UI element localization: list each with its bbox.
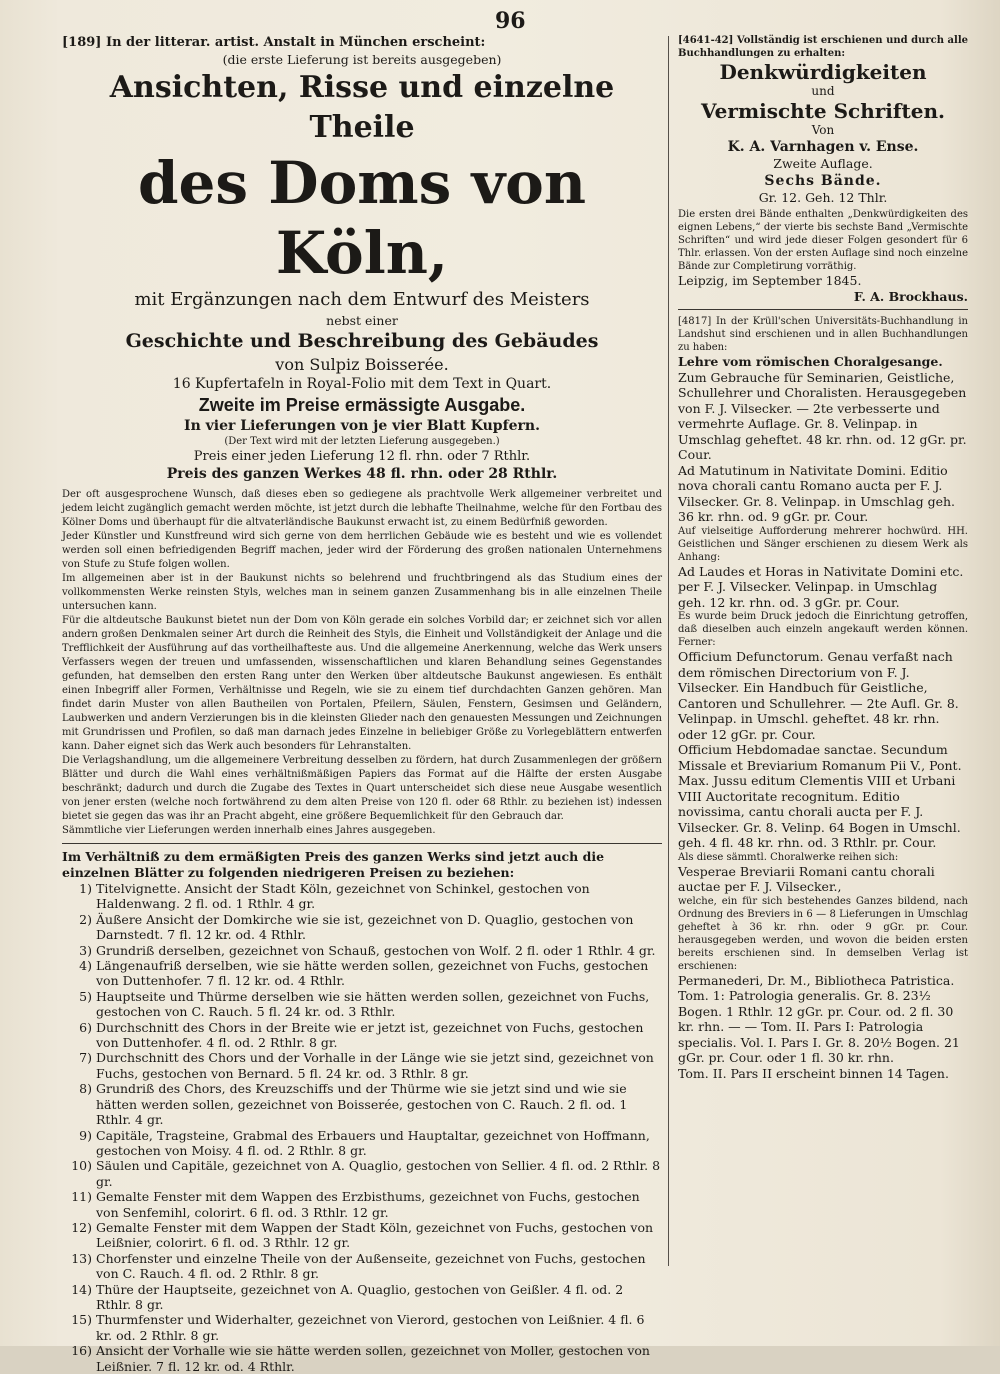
list-item-number: 4) bbox=[79, 958, 92, 974]
list-item-number: 9) bbox=[79, 1127, 92, 1143]
ad1-von: Von bbox=[811, 123, 835, 137]
list-item-text: Durchschnitt des Chors und der Vorhalle in der Länge wie sie jetzt sind, gezeichnet von Fuchs, gestochen von Bernard. 5 fl. 24 kr. od. 3 Rthlr. 8 gr. bbox=[96, 1050, 654, 1081]
ad2-paragraph: Officium Defunctorum. Genau verfaßt nach dem römischen Directorium von F. J. Vilsecker. Ein Handbuch für Geistliche, Cantoren und Schullehrer. — 2te Aufl. Gr. 8. Velinpap. in Umschl. geheftet. 48 kr. rhn. oder 12 gGr. pr. Cour. bbox=[678, 649, 959, 742]
subtitle: mit Ergänzungen nach dem Entwurf des Meisters bbox=[134, 289, 590, 310]
list-item-text: Längenaufriß derselben, wie sie hätte werden sollen, gezeichnet von Fuchs, gestochen von Duttenhofer. 7 fl. 12 kr. od. 4 Rthlr. bbox=[96, 958, 649, 989]
ad2-paragraph: Officium Hebdomadae sanctae. Secundum Missale et Breviarium Romanum Pii V., Pont. Max. Jussu editum Clementis VIII et Urbani VIII Auctoritate recognitum. Editio novissima, cantu chorali aucta per F. J. Vilsecker. Gr. 8. Velinp. 64 Bogen in Umschl. geh. 4 fl. 48 kr. rhn. od. 3 Rthlr. pr. Cour. bbox=[678, 742, 962, 850]
ad2-paragraph: [4817] In der Krüll'schen Universitäts-Buchhandlung in Landshut sind erschienen und in allen Buchhandlungen zu haben: bbox=[678, 316, 968, 353]
title-2: des Doms von Köln, bbox=[137, 149, 587, 287]
page-number: 96 bbox=[495, 8, 526, 34]
list-item-number: 16) bbox=[71, 1343, 92, 1359]
ad2-block bbox=[678, 315, 968, 1081]
ad2-paragraph: Permanederi, Dr. M., Bibliotheca Patristica. Tom. 1: Patrologia generalis. Gr. 8. 23½ Bogen. 1 Rthlr. 12 gGr. pr. Cour. od. 2 fl. 30 kr. rhn. — — Tom. II. Pars I: Patrologia specialis. Vol. I. Pars I. Gr. 8. 20½ Bogen. 21 gGr. pr. Cour. oder 1 fl. 30 kr. rhn. bbox=[678, 972, 960, 1065]
list-item-text: Titelvignette. Ansicht der Stadt Köln, gezeichnet von Schinkel, gestochen von Haldenwang. 2 fl. od. 1 Rthlr. 4 gr. bbox=[96, 881, 590, 912]
list-item bbox=[62, 912, 662, 943]
ad2-paragraph: welche, ein für sich bestehendes Ganzes bildend, nach Ordnung des Breviers in 6 — 8 Lieferungen in Umschlag geheftet à 36 kr. rhn. oder 9 gGr. pr. Cour. herausgegeben werden, und wovon die beiden ersten bereits erschienen sind. In demselben Verlag ist erschienen: bbox=[678, 895, 968, 972]
list-item bbox=[62, 958, 662, 989]
list-item-text: Durchschnitt des Chors in der Breite wie er jetzt ist, gezeichnet von Fuchs, gestochen von Duttenhofer. 4 fl. od. 2 Rthlr. 8 gr. bbox=[96, 1019, 644, 1051]
ad1-title-1: Denkwürdigkeiten bbox=[719, 60, 927, 84]
list-item bbox=[62, 1158, 662, 1189]
ad-header-text: In der litterar. artist. Anstalt in München erscheint: bbox=[105, 35, 486, 50]
price-each: Preis einer jeden Lieferung 12 fl. rhn. oder 7 Rthlr. bbox=[193, 449, 531, 464]
divider bbox=[678, 309, 968, 310]
list-item-text: Ansicht der Vorhalle wie sie hätte werden sollen, gezeichnet von Moller, gestochen von Leißnier. 7 fl. 12 kr. od. 4 Rthlr. bbox=[96, 1343, 650, 1374]
ad1-text: Die ersten drei Bände enthalten „Denkwürdigkeiten des eignen Lebens,“ der vierte bis sechste Band „Vermischte Schriften“ und wird jede dieser Folgen gesondert für 6 Thlr. erlassen. Von der ersten Auflage sind noch einzelne Bände zur Completirung vorräthig. bbox=[678, 209, 968, 272]
list-item-text: Capitäle, Tragsteine, Grabmal des Erbauers und Hauptaltar, gezeichnet von Hoffmann, gestochen von Moisy. 4 fl. od. 2 Rthlr. 8 gr. bbox=[96, 1127, 650, 1158]
ad2-paragraph: Ad Laudes et Horas in Nativitate Domini etc. per F. J. Vilsecker. Velinpap. in Umschlag geh. 12 kr. rhn. od. 3 gGr. pr. Cour. bbox=[678, 563, 964, 610]
ad1-header: [4641-42] Vollständig ist erschienen und durch alle Buchhandlungen zu erhalten: bbox=[678, 35, 968, 59]
list-item bbox=[62, 1189, 662, 1220]
list-item-number: 12) bbox=[71, 1219, 92, 1235]
ad2-paragraph: Zum Gebrauche für Seminarien, Geistliche, Schullehrer und Choralisten. Herausgegeben von F. J. Vilsecker. — 2te verbesserte und vermehrte Auflage. Gr. 8. Velinpap. in Umschlag geheftet. 48 kr. rhn. od. 12 gGr. pr. Cour. bbox=[678, 369, 967, 462]
plates-line: 16 Kupfertafeln in Royal-Folio mit dem Text in Quart. bbox=[172, 376, 552, 392]
title-1: Ansichten, Risse und einzelne Theile bbox=[109, 70, 615, 145]
list-item bbox=[62, 1128, 662, 1159]
list-item bbox=[62, 989, 662, 1020]
list-item-text: Äußere Ansicht der Domkirche wie sie ist, gezeichnet von D. Quaglio, gestochen von Darnstedt. 7 fl. 12 kr. od. 4 Rthlr. bbox=[96, 911, 634, 943]
list-item-text: Gemalte Fenster mit dem Wappen der Stadt Köln, gezeichnet von Fuchs, gestochen von Leißnier, colorirt. 6 fl. od. 3 Rthlr. 12 gr. bbox=[96, 1219, 654, 1251]
plate-price-list bbox=[62, 881, 662, 1374]
list-item-text: Chorfenster und einzelne Theile von der Außenseite, gezeichnet von Fuchs, gestochen von C. Rauch. 4 fl. od. 2 Rthlr. 8 gr. bbox=[96, 1250, 646, 1282]
list-item-text: Säulen und Capitäle, gezeichnet von A. Quaglio, gestochen von Sellier. 4 fl. od. 2 Rthlr. 8 gr. bbox=[96, 1158, 661, 1189]
ad1-volumes: Sechs Bände. bbox=[764, 173, 882, 189]
list-item-text: Grundriß des Chors, des Kreuzschiffs und der Thürme wie sie jetzt sind und wie sie hätten werden sollen, gezeichnet von Boisserée, gestochen von C. Rauch. 2 fl. od. 1 Rthlr. 4 gr. bbox=[96, 1081, 628, 1128]
list-item-number: 3) bbox=[79, 942, 92, 958]
list-item bbox=[62, 1020, 662, 1051]
paragraph: Jeder Künstler und Kunstfreund wird sich gerne von dem herrlichen Gebäude wie es besteht und wie es vollendet werden soll einen befriedigenden Begriff machen, jeder wird der Förderung des großen nationalen Unternehmens von Stufe zu Stufe folgen wollen. bbox=[62, 531, 662, 570]
ad2-paragraph: Tom. II. Pars II erscheint binnen 14 Tagen. bbox=[678, 1065, 949, 1081]
edition-line: Zweite im Preise ermässigte Ausgabe. bbox=[198, 395, 526, 415]
ad1-place: Leipzig, im September 1845. bbox=[678, 273, 862, 288]
list-item bbox=[62, 1282, 662, 1313]
list-item-text: Thurmfenster und Widerhalter, gezeichnet von Vierord, gestochen von Leißnier. 4 fl. 6 kr. od. 2 Rthlr. 8 gr. bbox=[96, 1312, 645, 1343]
list-item-text: Hauptseite und Thürme derselben wie sie hätten werden sollen, gezeichnet von Fuchs, gestochen von C. Rauch. 5 fl. 24 kr. od. 3 Rthlr. bbox=[96, 988, 650, 1020]
paragraph: Sämmtliche vier Lieferungen werden innerhalb eines Jahres ausgegeben. bbox=[62, 825, 436, 836]
ad1-publisher: F. A. Brockhaus. bbox=[853, 288, 968, 304]
list-item bbox=[62, 943, 662, 958]
list-item-number: 8) bbox=[79, 1081, 92, 1097]
list-item bbox=[62, 1081, 662, 1127]
paragraph: Im allgemeinen aber ist in der Baukunst nichts so belehrend und fruchtbringend als das Studium eines der vollkommensten Werke reinsten Styls, welches man in seinem ganzen Zusammenhang bis in alle einzelnen Theile untersuchen kann. bbox=[62, 573, 662, 612]
list-item-number: 11) bbox=[71, 1189, 92, 1205]
text-note: (Der Text wird mit der letzten Lieferung ausgegeben.) bbox=[224, 436, 500, 447]
list-item-number: 1) bbox=[79, 881, 92, 896]
nebst-line: nebst einer bbox=[326, 313, 398, 328]
title-3: Geschichte und Beschreibung des Gebäudes bbox=[125, 330, 599, 352]
ad1-und: und bbox=[811, 84, 835, 98]
divider bbox=[62, 843, 662, 844]
list-item-number: 14) bbox=[71, 1281, 92, 1297]
ad-reference: [189] bbox=[62, 35, 102, 50]
list-item-text: Grundriß derselben, gezeichnet von Schauß, gestochen von Wolf. 2 fl. oder 1 Rthlr. 4 gr. bbox=[96, 942, 656, 958]
author-line: von Sulpiz Boisserée. bbox=[275, 355, 449, 374]
list-item-text: Gemalte Fenster mit dem Wappen des Erzbisthums, gezeichnet von Fuchs, gestochen von Senfemihl, colorirt. 6 fl. od. 3 Rthlr. 12 gr. bbox=[96, 1189, 640, 1220]
list-intro: Im Verhältniß zu dem ermäßigten Preis des ganzen Werks sind jetzt auch die einzelnen Blätter zu folgenden niedrigeren Preisen zu beziehen: bbox=[62, 849, 605, 880]
list-item-number: 2) bbox=[79, 911, 92, 927]
paragraph: Für die altdeutsche Baukunst bietet nun der Dom von Köln gerade ein solches Vorbild dar; er zeichnet sich vor allen andern großen Denkmalen seiner Art durch die Reinheit des Styls, die Einheit und Vollständigkeit der Anlage und die Trefflichkeit der Ausführung auf das vortheilhafteste aus. Und die allgemeine Anerkennung, welche das Werk unsers Verfassers wegen der treuen und umfassenden, wissenschaftlichen und klaren Behandlung seines Gegenstandes gefunden, hat demselben den ersten Rang unter den Werken über altdeutsche Baukunst angewiesen. Es enthält einen Inbegriff aller Formen, Verhältnisse und Regeln, wie sie zu einem tief durchdachten Ganzen gehören. Man findet darin Muster von allen Bautheilen von Portalen, Pfeilern, Säulen, Fenstern, Gesimsen und Geländern, Laubwerken und andern Verzierungen bis in die kleinsten Glieder nach den genauesten Messungen und Zeichnungen mit Grundrissen und Profilen, so daß man darnach jedes Einzelne in beliebiger Größe zu Vorlegeblättern entwerfen kann. Daher eignet sich das Werk auch besonders für Lehranstalten. bbox=[62, 615, 662, 752]
ad2-paragraph: Auf vielseitige Aufforderung mehrerer hochwürd. HH. Geistlichen und Sänger erschienen zu diesem Werk als Anhang: bbox=[678, 525, 968, 563]
ad2-paragraph: Lehre vom römischen Choralgesange. bbox=[678, 354, 943, 369]
list-item bbox=[62, 1312, 662, 1343]
list-item bbox=[62, 1220, 662, 1251]
ad-subheader: (die erste Lieferung ist bereits ausgegeben) bbox=[222, 52, 502, 67]
ad2-paragraph: Ad Matutinum in Nativitate Domini. Editio nova chorali cantu Romano aucta per F. J. Vilsecker. Gr. 8. Velinpap. in Umschlag geh. 36 kr. rhn. od. 9 gGr. pr. Cour. bbox=[678, 462, 956, 524]
right-column bbox=[678, 34, 968, 1081]
list-item bbox=[62, 1251, 662, 1282]
ad2-paragraph: Es wurde beim Druck jedoch die Einrichtung getroffen, daß dieselben auch einzeln angekauft werden können. Ferner: bbox=[678, 611, 968, 648]
ad2-paragraph: Vesperae Breviarii Romani cantu chorali auctae per F. J. Vilsecker., bbox=[678, 863, 935, 894]
ad1-author: K. A. Varnhagen v. Ense. bbox=[727, 139, 919, 155]
list-item bbox=[62, 1050, 662, 1081]
delivery-line: In vier Lieferungen von je vier Blatt Kupfern. bbox=[184, 418, 540, 434]
list-item-number: 6) bbox=[79, 1019, 92, 1035]
paragraph: Der oft ausgesprochene Wunsch, daß dieses eben so gediegene als prachtvolle Werk allgemeiner verbreitet und jedem leicht zugänglich gemacht werden möchte, ist jetzt durch die lebhafte Theilnahme, welche für den Fortbau des Kölner Doms und überhaupt für die altvaterländische Baukunst erwacht ist, zu einem Bedürfniß geworden. bbox=[62, 489, 662, 528]
paragraph: Die Verlagshandlung, um die allgemeinere Verbreitung desselben zu fördern, hat durch Zusammenlegen der größern Blätter und durch die Wahl eines verhältnißmäßigen Papiers das Format auf die Hälfte der ersten Ausgabe beschränkt; dadurch und durch die Zugabe des Textes in Quart unterscheidet sich diese neue Ausgabe wesentlich von jener ersten (welche noch fortwährend zu dem alten Preise von 120 fl. oder 68 Rthlr. zu beziehen ist) indessen bietet sie gegen das was ihr an Pracht abgeht, eine größere Bequemlichkeit für den Gebrauch dar. bbox=[62, 755, 662, 822]
ad1-format: Gr. 12. Geh. 12 Thlr. bbox=[758, 190, 888, 205]
ad2-paragraph: Als diese sämmtl. Choralwerke reihen sich: bbox=[678, 851, 899, 863]
list-item bbox=[62, 1343, 662, 1374]
left-column bbox=[62, 34, 662, 1374]
body-text bbox=[62, 488, 662, 838]
column-divider bbox=[668, 36, 669, 1266]
list-item-number: 13) bbox=[71, 1250, 92, 1266]
list-item-number: 15) bbox=[71, 1312, 92, 1328]
list-item-number: 7) bbox=[79, 1050, 92, 1066]
list-item-number: 5) bbox=[79, 988, 92, 1004]
ad-header bbox=[62, 34, 662, 51]
ad1-edition: Zweite Auflage. bbox=[773, 156, 873, 171]
list-item-number: 10) bbox=[71, 1158, 92, 1174]
ad1-title-2: Vermischte Schriften. bbox=[701, 99, 945, 123]
list-item bbox=[62, 881, 662, 912]
list-item-text: Thüre der Hauptseite, gezeichnet von A. Quaglio, gestochen von Geißler. 4 fl. od. 2 Rthlr. 8 gr. bbox=[96, 1281, 624, 1312]
price-total: Preis des ganzen Werkes 48 fl. rhn. oder 28 Rthlr. bbox=[166, 466, 558, 482]
